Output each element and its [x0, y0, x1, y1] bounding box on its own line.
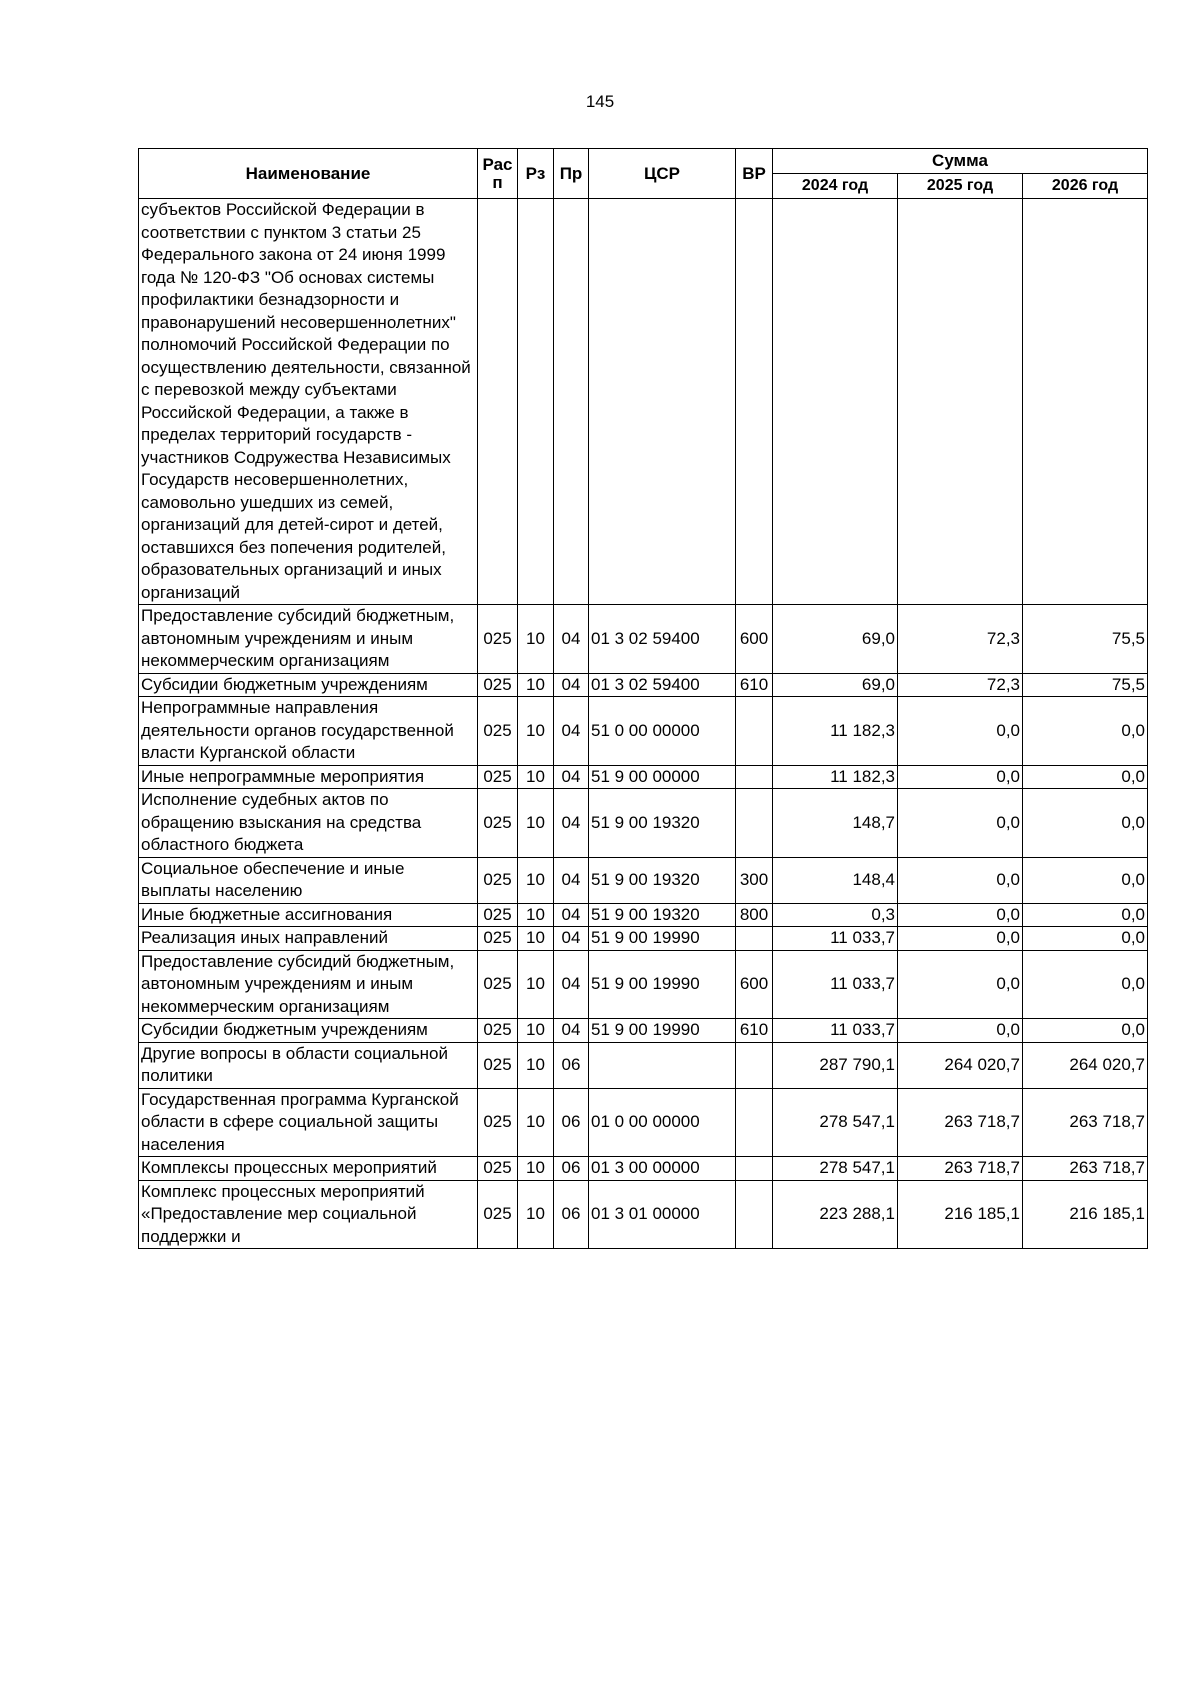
cell-2026: 216 185,1: [1023, 1180, 1148, 1249]
cell-rasp: 025: [478, 1157, 518, 1181]
cell-pr: 06: [554, 1088, 589, 1157]
cell-csr: 51 9 00 19990: [589, 950, 736, 1019]
cell-vr: [736, 927, 773, 951]
table-row: [139, 1157, 1148, 1181]
cell-name: Другие вопросы в области социальной политики: [139, 1042, 478, 1088]
cell-name: Социальное обеспечение и иные выплаты населению: [139, 857, 478, 903]
cell-rz: 10: [518, 950, 554, 1019]
cell-csr: 01 0 00 00000: [589, 1088, 736, 1157]
cell-2026: 0,0: [1023, 697, 1148, 766]
cell-pr: 06: [554, 1180, 589, 1249]
cell-rasp: 025: [478, 789, 518, 858]
cell-2026: 0,0: [1023, 1019, 1148, 1043]
header-vr: ВР: [736, 149, 773, 199]
cell-csr: 51 9 00 19320: [589, 903, 736, 927]
cell-rasp: 025: [478, 605, 518, 674]
cell-name: Предоставление субсидий бюджетным, автономным учреждениям и иным некоммерческим организациям: [139, 950, 478, 1019]
table-row: [139, 1019, 1148, 1043]
table-row: [139, 1042, 1148, 1088]
cell-vr: 800: [736, 903, 773, 927]
cell-name: Комплекс процессных мероприятий «Предоставление мер социальной поддержки и: [139, 1180, 478, 1249]
cell-rz: 10: [518, 1088, 554, 1157]
cell-rz: 10: [518, 927, 554, 951]
cell-pr: 04: [554, 765, 589, 789]
cell-2026: 0,0: [1023, 857, 1148, 903]
cell-rz: 10: [518, 697, 554, 766]
table-row: [139, 673, 1148, 697]
cell-rasp: 025: [478, 1180, 518, 1249]
cell-2026: 75,5: [1023, 605, 1148, 674]
budget-table: [138, 148, 1148, 1249]
cell-pr: 04: [554, 605, 589, 674]
cell-name: Субсидии бюджетным учреждениям: [139, 1019, 478, 1043]
cell-2025: 0,0: [898, 950, 1023, 1019]
cell-2025: 0,0: [898, 927, 1023, 951]
cell-2026: 263 718,7: [1023, 1157, 1148, 1181]
cell-2024: 11 033,7: [773, 1019, 898, 1043]
header-2025: 2025 год: [898, 174, 1023, 199]
cell-csr: 51 9 00 19320: [589, 789, 736, 858]
cell-csr: 51 0 00 00000: [589, 697, 736, 766]
cell-2026: 0,0: [1023, 950, 1148, 1019]
cell-rasp: 025: [478, 1088, 518, 1157]
cell-2026: 0,0: [1023, 789, 1148, 858]
cell-rz: [518, 199, 554, 605]
cell-vr: 600: [736, 950, 773, 1019]
cell-pr: [554, 199, 589, 605]
table-row: [139, 1088, 1148, 1157]
cell-2024: 11 033,7: [773, 950, 898, 1019]
cell-rz: 10: [518, 605, 554, 674]
cell-pr: 04: [554, 697, 589, 766]
cell-rasp: 025: [478, 927, 518, 951]
cell-vr: 600: [736, 605, 773, 674]
cell-csr: 01 3 02 59400: [589, 605, 736, 674]
cell-2025: 0,0: [898, 1019, 1023, 1043]
cell-2025: 216 185,1: [898, 1180, 1023, 1249]
cell-name: Комплексы процессных мероприятий: [139, 1157, 478, 1181]
table-row: [139, 1180, 1148, 1249]
cell-2026: 75,5: [1023, 673, 1148, 697]
header-csr: ЦСР: [589, 149, 736, 199]
header-name: Наименование: [139, 149, 478, 199]
cell-rasp: 025: [478, 673, 518, 697]
cell-2024: [773, 199, 898, 605]
cell-vr: [736, 1088, 773, 1157]
cell-pr: 04: [554, 1019, 589, 1043]
cell-pr: 06: [554, 1042, 589, 1088]
cell-name: Реализация иных направлений: [139, 927, 478, 951]
cell-2025: 264 020,7: [898, 1042, 1023, 1088]
cell-2024: 69,0: [773, 673, 898, 697]
cell-vr: [736, 765, 773, 789]
cell-rasp: 025: [478, 765, 518, 789]
cell-2024: 69,0: [773, 605, 898, 674]
cell-csr: [589, 199, 736, 605]
cell-2026: 0,0: [1023, 927, 1148, 951]
table-row: [139, 927, 1148, 951]
cell-name: Иные непрограммные мероприятия: [139, 765, 478, 789]
cell-vr: [736, 1157, 773, 1181]
cell-vr: [736, 199, 773, 605]
cell-2026: 0,0: [1023, 765, 1148, 789]
cell-vr: [736, 1180, 773, 1249]
table-row: [139, 697, 1148, 766]
cell-vr: [736, 789, 773, 858]
cell-vr: 300: [736, 857, 773, 903]
cell-2025: 0,0: [898, 765, 1023, 789]
cell-name: Государственная программа Курганской области в сфере социальной защиты населения: [139, 1088, 478, 1157]
cell-pr: 04: [554, 950, 589, 1019]
cell-vr: 610: [736, 1019, 773, 1043]
cell-name: Предоставление субсидий бюджетным, автономным учреждениям и иным некоммерческим организациям: [139, 605, 478, 674]
cell-csr: 51 9 00 19990: [589, 1019, 736, 1043]
header-2026: 2026 год: [1023, 174, 1148, 199]
header-rz: Рз: [518, 149, 554, 199]
cell-2024: 11 182,3: [773, 697, 898, 766]
cell-2024: 287 790,1: [773, 1042, 898, 1088]
cell-2025: 72,3: [898, 605, 1023, 674]
cell-pr: 04: [554, 927, 589, 951]
page-number: 145: [585, 92, 615, 111]
table-row: [139, 199, 1148, 605]
cell-2026: [1023, 199, 1148, 605]
cell-rz: 10: [518, 789, 554, 858]
cell-rz: 10: [518, 903, 554, 927]
cell-2024: 148,7: [773, 789, 898, 858]
cell-2025: [898, 199, 1023, 605]
cell-pr: 04: [554, 903, 589, 927]
cell-name: Иные бюджетные ассигнования: [139, 903, 478, 927]
cell-pr: 04: [554, 857, 589, 903]
cell-rz: 10: [518, 673, 554, 697]
table-row: [139, 789, 1148, 858]
header-pr: Пр: [554, 149, 589, 199]
cell-2024: 11 182,3: [773, 765, 898, 789]
cell-pr: 04: [554, 673, 589, 697]
cell-rz: 10: [518, 1157, 554, 1181]
cell-rz: 10: [518, 1180, 554, 1249]
cell-rz: 10: [518, 765, 554, 789]
cell-csr: 51 9 00 19990: [589, 927, 736, 951]
cell-rasp: 025: [478, 903, 518, 927]
cell-csr: [589, 1042, 736, 1088]
cell-2024: 223 288,1: [773, 1180, 898, 1249]
cell-rasp: 025: [478, 950, 518, 1019]
cell-pr: 04: [554, 789, 589, 858]
cell-name: Субсидии бюджетным учреждениям: [139, 673, 478, 697]
cell-vr: 610: [736, 673, 773, 697]
cell-2025: 72,3: [898, 673, 1023, 697]
table-row: [139, 950, 1148, 1019]
cell-2025: 0,0: [898, 857, 1023, 903]
cell-rasp: 025: [478, 1019, 518, 1043]
cell-name: Непрограммные направления деятельности органов государственной власти Курганской области: [139, 697, 478, 766]
header-sum: Сумма: [773, 149, 1148, 174]
table-row: [139, 857, 1148, 903]
cell-2026: 263 718,7: [1023, 1088, 1148, 1157]
cell-2025: 0,0: [898, 697, 1023, 766]
cell-2026: 264 020,7: [1023, 1042, 1148, 1088]
cell-csr: 51 9 00 19320: [589, 857, 736, 903]
cell-2025: 263 718,7: [898, 1157, 1023, 1181]
cell-csr: 01 3 00 00000: [589, 1157, 736, 1181]
cell-rz: 10: [518, 1019, 554, 1043]
header-2024: 2024 год: [773, 174, 898, 199]
cell-2025: 0,0: [898, 903, 1023, 927]
cell-rasp: [478, 199, 518, 605]
table-body: [139, 199, 1148, 1249]
cell-2025: 263 718,7: [898, 1088, 1023, 1157]
cell-rasp: 025: [478, 697, 518, 766]
table-row: [139, 605, 1148, 674]
table-row: [139, 765, 1148, 789]
cell-2024: 278 547,1: [773, 1088, 898, 1157]
cell-name: субъектов Российской Федерации в соответствии с пунктом 3 статьи 25 Федерального закона от 24 июня 1999 года № 120-ФЗ "Об основах системы профилактики безнадзорности и правонарушений несовершеннолетних" полномочий Российской Федерации по осуществлению деятельности, связанной с перевозкой между субъектами Российской Федерации, а также в пределах территорий государств - участников Содружества Независимых Государств несовершеннолетних, самовольно ушедших из семей, организаций для детей-сирот и детей, оставшихся без попечения родителей, образовательных организаций и иных организаций: [139, 199, 478, 605]
cell-rz: 10: [518, 1042, 554, 1088]
cell-2024: 11 033,7: [773, 927, 898, 951]
table-row: [139, 903, 1148, 927]
cell-2024: 278 547,1: [773, 1157, 898, 1181]
cell-rz: 10: [518, 857, 554, 903]
cell-rasp: 025: [478, 1042, 518, 1088]
cell-csr: 51 9 00 00000: [589, 765, 736, 789]
cell-vr: [736, 1042, 773, 1088]
cell-csr: 01 3 02 59400: [589, 673, 736, 697]
cell-pr: 06: [554, 1157, 589, 1181]
cell-name: Исполнение судебных актов по обращению взыскания на средства областного бюджета: [139, 789, 478, 858]
cell-2024: 148,4: [773, 857, 898, 903]
cell-2026: 0,0: [1023, 903, 1148, 927]
cell-vr: [736, 697, 773, 766]
cell-csr: 01 3 01 00000: [589, 1180, 736, 1249]
cell-rasp: 025: [478, 857, 518, 903]
header-rasp: Рас п: [478, 149, 518, 199]
cell-2025: 0,0: [898, 789, 1023, 858]
cell-2024: 0,3: [773, 903, 898, 927]
